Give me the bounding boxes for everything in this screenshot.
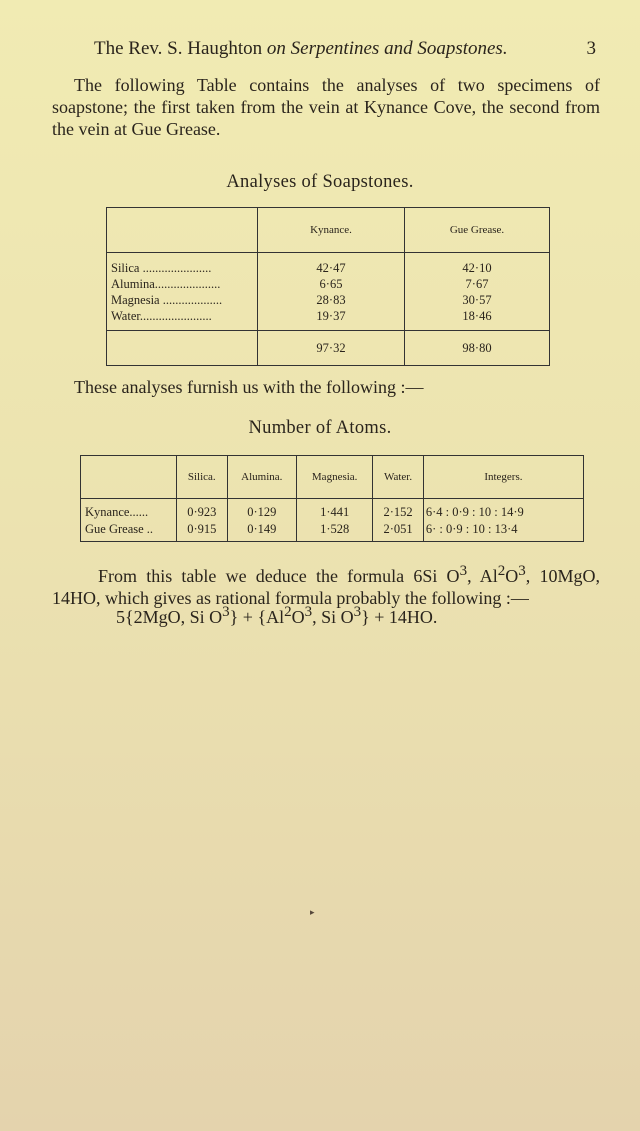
table-cell: 42·47 bbox=[316, 261, 346, 275]
row-label: Alumina..................... bbox=[111, 277, 221, 291]
table-cell: 0·149 bbox=[247, 522, 277, 536]
row-labels bbox=[107, 253, 258, 331]
header-title-italic: on Serpentines and Soapstones. bbox=[266, 38, 508, 59]
rational-formula: 5{2MgO, Si $O^3\} + \{Al^2O^3$, Si $O^3\} + 14HO$. bbox=[116, 604, 438, 627]
header-title: The Rev. S. Haughton on Serpentines and Soapstones. bbox=[94, 38, 508, 59]
table-header-row bbox=[107, 208, 550, 253]
col-kynance: Kynance. bbox=[258, 208, 405, 253]
row-label: Magnesia ................... bbox=[111, 293, 223, 307]
water-values bbox=[373, 499, 424, 542]
integers-values bbox=[423, 499, 583, 542]
table-cell: 2·051 bbox=[383, 522, 413, 536]
table-cell: 19·37 bbox=[316, 309, 346, 323]
transition-text: These analyses furnish us with the following :— bbox=[74, 377, 424, 397]
col-alumina: Alumina. bbox=[227, 456, 297, 499]
silica-values bbox=[177, 499, 228, 542]
table1-caption: Analyses of Soapstones. bbox=[226, 172, 414, 192]
col-gue-grease: Gue Grease. bbox=[449, 224, 505, 236]
table-cell: 6· : 0·9 : 10 : 13·4 bbox=[425, 522, 518, 536]
table-cell: 0·923 bbox=[187, 505, 217, 519]
gue-values bbox=[405, 253, 550, 331]
col-silica: Silica. bbox=[177, 456, 228, 499]
col-integers: Integers. bbox=[423, 456, 583, 499]
page-number: 3 bbox=[586, 38, 596, 59]
table-cell: 28·83 bbox=[316, 293, 346, 307]
intro-paragraph: The following Table contains the analyses of two specimens of soapstone; the first taken from the vein at Kynance Cove, the second from the vein at Gue Grease. bbox=[52, 75, 600, 139]
totals-row bbox=[107, 331, 550, 366]
table-cell: 0·915 bbox=[187, 522, 217, 536]
table-cell: 18·46 bbox=[462, 309, 492, 323]
table-cell: 42·10 bbox=[462, 261, 492, 275]
col-magnesia: Magnesia. bbox=[297, 456, 373, 499]
atoms-table bbox=[80, 455, 584, 542]
magnesia-values bbox=[297, 499, 373, 542]
table-cell: 6·65 bbox=[319, 277, 343, 291]
row-label: Silica ...................... bbox=[111, 261, 212, 275]
total-gue: 98·80 bbox=[462, 340, 492, 355]
table2-caption: Number of Atoms. bbox=[248, 418, 392, 438]
table-cell: 6·4 : 0·9 : 10 : 14·9 bbox=[425, 505, 524, 519]
kynance-values bbox=[258, 253, 405, 331]
row-label: Gue Grease .. bbox=[85, 522, 154, 536]
running-header bbox=[94, 38, 596, 60]
row-label: Water....................... bbox=[111, 309, 212, 323]
table-body bbox=[81, 499, 584, 542]
alumina-values bbox=[227, 499, 297, 542]
table-cell: 30·57 bbox=[462, 293, 492, 307]
table-cell: 1·441 bbox=[320, 505, 350, 519]
table-cell: 2·152 bbox=[383, 505, 413, 519]
col-water: Water. bbox=[373, 456, 424, 499]
stray-mark: ▸ bbox=[310, 907, 315, 917]
row-labels bbox=[81, 499, 177, 542]
table-cell: 7·67 bbox=[465, 277, 489, 291]
table-body bbox=[107, 253, 550, 331]
total-kynance: 97·32 bbox=[258, 331, 405, 366]
table-cell: 0·129 bbox=[247, 505, 277, 519]
table-header-row bbox=[81, 456, 584, 499]
analyses-table bbox=[106, 207, 550, 366]
table-cell: 1·528 bbox=[320, 522, 350, 536]
row-label: Kynance...... bbox=[85, 505, 149, 519]
conclusion-paragraph: From this table we deduce the formula 6Si $O^3$, $Al^2O^3$, 10MgO, 14HO, which gives as rational formula probably the following :— bbox=[52, 563, 600, 608]
